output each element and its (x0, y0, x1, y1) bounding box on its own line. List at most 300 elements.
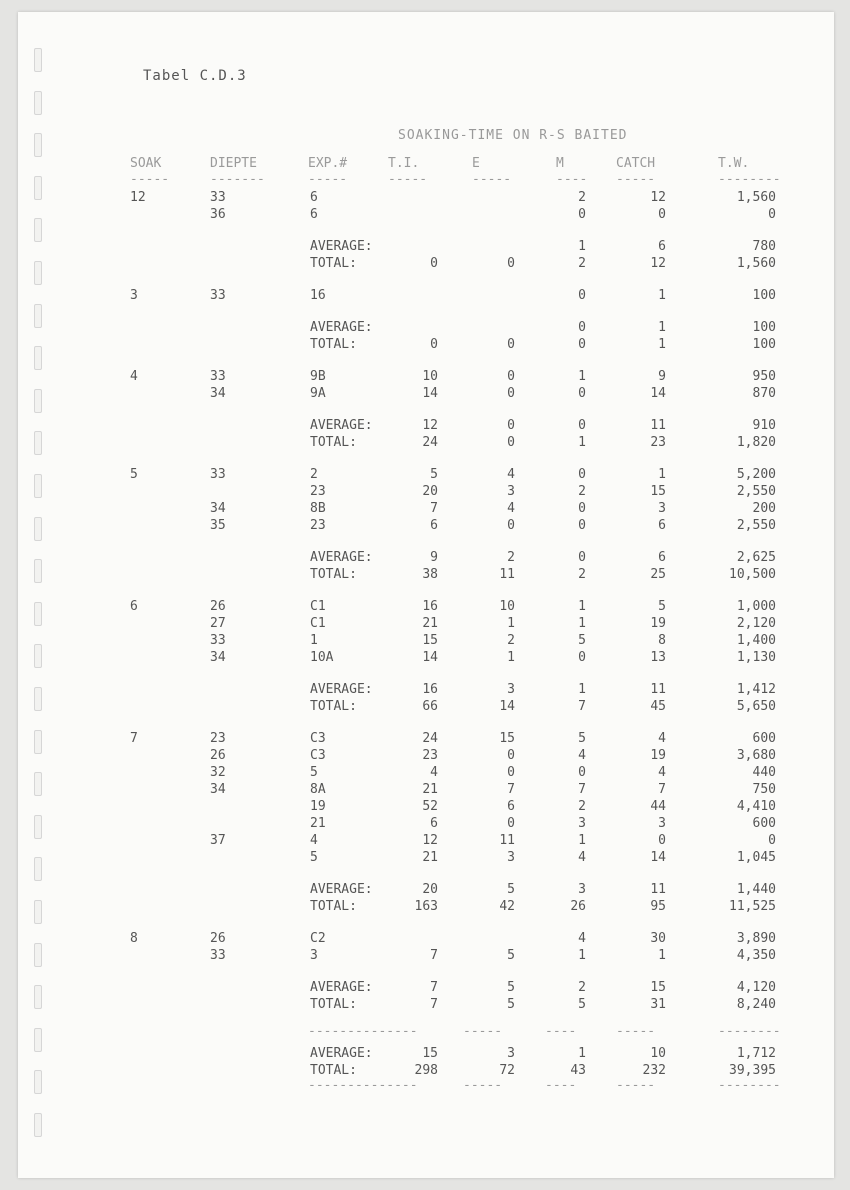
cell-exp: C3 (310, 731, 326, 746)
cell-tw: 39,395 (729, 1063, 776, 1078)
cell-ti: 16 (422, 599, 438, 614)
cell-exp: AVERAGE: (310, 682, 373, 697)
grand-total-separator-top: ----- (616, 1024, 656, 1039)
cell-exp: 6 (310, 190, 318, 205)
cell-e: 0 (507, 748, 515, 763)
cell-m: 1 (578, 682, 586, 697)
binding-hole (34, 304, 42, 328)
cell-exp: AVERAGE: (310, 882, 373, 897)
cell-tw: 1,412 (736, 682, 776, 697)
cell-soak: 3 (130, 288, 138, 303)
grand-total-separator-bottom: -------------- (308, 1078, 418, 1093)
cell-m: 2 (578, 799, 586, 814)
cell-catch: 12 (650, 256, 666, 271)
cell-diepte: 34 (210, 386, 226, 401)
cell-ti: 5 (430, 467, 438, 482)
cell-e: 72 (499, 1063, 515, 1078)
cell-m: 2 (578, 567, 586, 582)
cell-e: 1 (507, 650, 515, 665)
cell-tw: 440 (752, 765, 776, 780)
binding-hole (34, 772, 42, 796)
cell-tw: 0 (768, 207, 776, 222)
cell-ti: 52 (422, 799, 438, 814)
cell-m: 0 (578, 467, 586, 482)
cell-e: 5 (507, 997, 515, 1012)
cell-e: 3 (507, 850, 515, 865)
cell-ti: 16 (422, 682, 438, 697)
cell-m: 2 (578, 484, 586, 499)
cell-m: 1 (578, 599, 586, 614)
cell-ti: 7 (430, 948, 438, 963)
cell-e: 4 (507, 467, 515, 482)
cell-e: 2 (507, 633, 515, 648)
cell-exp: 19 (310, 799, 326, 814)
cell-e: 5 (507, 980, 515, 995)
cell-ti: 7 (430, 997, 438, 1012)
cell-exp: 1 (310, 633, 318, 648)
column-header-e: E (472, 156, 480, 171)
cell-catch: 8 (658, 633, 666, 648)
cell-catch: 31 (650, 997, 666, 1012)
binding-hole (34, 517, 42, 541)
cell-m: 0 (578, 386, 586, 401)
grand-total-separator-top: -------------- (308, 1024, 418, 1039)
cell-ti: 15 (422, 633, 438, 648)
table-title: SOAKING-TIME ON R-S BAITED (398, 128, 628, 143)
cell-tw: 1,560 (736, 190, 776, 205)
cell-e: 0 (507, 435, 515, 450)
cell-catch: 30 (650, 931, 666, 946)
cell-e: 11 (499, 833, 515, 848)
cell-catch: 10 (650, 1046, 666, 1061)
cell-ti: 20 (422, 882, 438, 897)
cell-ti: 0 (430, 256, 438, 271)
cell-diepte: 33 (210, 633, 226, 648)
cell-e: 6 (507, 799, 515, 814)
cell-catch: 6 (658, 550, 666, 565)
cell-e: 0 (507, 369, 515, 384)
cell-tw: 8,240 (736, 997, 776, 1012)
cell-exp: TOTAL: (310, 699, 357, 714)
cell-m: 2 (578, 980, 586, 995)
cell-exp: TOTAL: (310, 899, 357, 914)
binding-hole (34, 943, 42, 967)
cell-m: 1 (578, 616, 586, 631)
binding-hole (34, 431, 42, 455)
cell-catch: 3 (658, 816, 666, 831)
binding-hole (34, 1028, 42, 1052)
cell-diepte: 37 (210, 833, 226, 848)
cell-exp: C1 (310, 616, 326, 631)
cell-ti: 24 (422, 435, 438, 450)
header-underline: ----- (616, 172, 656, 187)
binding-hole (34, 1070, 42, 1094)
cell-catch: 232 (642, 1063, 666, 1078)
cell-e: 3 (507, 1046, 515, 1061)
cell-ti: 14 (422, 650, 438, 665)
cell-tw: 5,200 (736, 467, 776, 482)
cell-catch: 6 (658, 518, 666, 533)
cell-catch: 45 (650, 699, 666, 714)
cell-ti: 12 (422, 833, 438, 848)
cell-m: 7 (578, 782, 586, 797)
cell-e: 1 (507, 616, 515, 631)
grand-total-separator-bottom: ----- (616, 1078, 656, 1093)
column-header-soak: SOAK (130, 156, 162, 171)
cell-exp: AVERAGE: (310, 980, 373, 995)
cell-tw: 870 (752, 386, 776, 401)
binding-hole (34, 346, 42, 370)
binding-hole (34, 985, 42, 1009)
cell-diepte: 26 (210, 599, 226, 614)
cell-m: 0 (578, 650, 586, 665)
cell-exp: 8A (310, 782, 326, 797)
cell-m: 0 (578, 550, 586, 565)
cell-e: 42 (499, 899, 515, 914)
cell-tw: 1,820 (736, 435, 776, 450)
cell-ti: 10 (422, 369, 438, 384)
cell-tw: 1,560 (736, 256, 776, 271)
cell-tw: 2,550 (736, 518, 776, 533)
cell-catch: 12 (650, 190, 666, 205)
column-header-ti: T.I. (388, 156, 420, 171)
cell-exp: 5 (310, 765, 318, 780)
cell-catch: 11 (650, 418, 666, 433)
binding-hole (34, 857, 42, 881)
cell-exp: C3 (310, 748, 326, 763)
binding-hole (34, 91, 42, 115)
cell-e: 3 (507, 484, 515, 499)
cell-e: 2 (507, 550, 515, 565)
cell-ti: 20 (422, 484, 438, 499)
cell-exp: 8B (310, 501, 326, 516)
cell-ti: 23 (422, 748, 438, 763)
cell-ti: 7 (430, 501, 438, 516)
cell-catch: 15 (650, 484, 666, 499)
cell-exp: 9A (310, 386, 326, 401)
binding-hole (34, 176, 42, 200)
cell-m: 0 (578, 320, 586, 335)
cell-diepte: 33 (210, 288, 226, 303)
cell-ti: 66 (422, 699, 438, 714)
binding-hole (34, 602, 42, 626)
cell-e: 11 (499, 567, 515, 582)
cell-catch: 0 (658, 207, 666, 222)
cell-diepte: 23 (210, 731, 226, 746)
cell-exp: TOTAL: (310, 1063, 357, 1078)
cell-tw: 750 (752, 782, 776, 797)
cell-catch: 4 (658, 765, 666, 780)
grand-total-separator-bottom: -------- (718, 1078, 781, 1093)
cell-catch: 23 (650, 435, 666, 450)
header-underline: -------- (718, 172, 781, 187)
document-title: Tabel C.D.3 (143, 68, 247, 84)
cell-exp: 21 (310, 816, 326, 831)
cell-ti: 9 (430, 550, 438, 565)
cell-e: 0 (507, 418, 515, 433)
cell-m: 0 (578, 765, 586, 780)
grand-total-separator-top: ----- (463, 1024, 503, 1039)
cell-e: 5 (507, 948, 515, 963)
cell-e: 15 (499, 731, 515, 746)
cell-m: 0 (578, 288, 586, 303)
cell-diepte: 33 (210, 948, 226, 963)
cell-tw: 4,350 (736, 948, 776, 963)
cell-soak: 8 (130, 931, 138, 946)
cell-m: 1 (578, 239, 586, 254)
cell-tw: 100 (752, 288, 776, 303)
cell-exp: 23 (310, 484, 326, 499)
header-underline: ----- (388, 172, 428, 187)
cell-tw: 100 (752, 337, 776, 352)
document-page (18, 12, 834, 1178)
grand-total-separator-top: ---- (545, 1024, 577, 1039)
cell-m: 0 (578, 418, 586, 433)
cell-ti: 38 (422, 567, 438, 582)
cell-tw: 4,120 (736, 980, 776, 995)
header-underline: ----- (130, 172, 170, 187)
cell-m: 3 (578, 816, 586, 831)
cell-ti: 21 (422, 850, 438, 865)
cell-m: 1 (578, 435, 586, 450)
grand-total-separator-bottom: ---- (545, 1078, 577, 1093)
cell-ti: 14 (422, 386, 438, 401)
cell-tw: 780 (752, 239, 776, 254)
binding-hole (34, 133, 42, 157)
binding-hole (34, 559, 42, 583)
cell-exp: C1 (310, 599, 326, 614)
cell-tw: 100 (752, 320, 776, 335)
cell-diepte: 34 (210, 501, 226, 516)
cell-m: 0 (578, 337, 586, 352)
header-underline: ------- (210, 172, 265, 187)
cell-ti: 298 (414, 1063, 438, 1078)
cell-catch: 0 (658, 833, 666, 848)
cell-ti: 0 (430, 337, 438, 352)
cell-soak: 5 (130, 467, 138, 482)
binding-hole (34, 1113, 42, 1137)
cell-exp: TOTAL: (310, 997, 357, 1012)
cell-m: 43 (570, 1063, 586, 1078)
cell-e: 10 (499, 599, 515, 614)
cell-diepte: 26 (210, 931, 226, 946)
cell-catch: 11 (650, 882, 666, 897)
binding-hole (34, 474, 42, 498)
cell-catch: 15 (650, 980, 666, 995)
binding-hole (34, 687, 42, 711)
binding-hole (34, 644, 42, 668)
cell-catch: 6 (658, 239, 666, 254)
cell-e: 0 (507, 386, 515, 401)
binding-hole (34, 815, 42, 839)
cell-m: 4 (578, 748, 586, 763)
cell-tw: 1,440 (736, 882, 776, 897)
cell-exp: AVERAGE: (310, 320, 373, 335)
cell-catch: 13 (650, 650, 666, 665)
cell-catch: 1 (658, 467, 666, 482)
cell-catch: 5 (658, 599, 666, 614)
cell-catch: 1 (658, 288, 666, 303)
cell-ti: 6 (430, 816, 438, 831)
cell-ti: 7 (430, 980, 438, 995)
cell-exp: 5 (310, 850, 318, 865)
column-header-m: M (556, 156, 564, 171)
cell-tw: 200 (752, 501, 776, 516)
cell-m: 26 (570, 899, 586, 914)
cell-m: 2 (578, 190, 586, 205)
cell-exp: 10A (310, 650, 334, 665)
cell-e: 0 (507, 816, 515, 831)
cell-tw: 1,400 (736, 633, 776, 648)
binding-hole (34, 218, 42, 242)
cell-catch: 1 (658, 948, 666, 963)
cell-m: 5 (578, 633, 586, 648)
cell-e: 0 (507, 256, 515, 271)
header-underline: ---- (556, 172, 588, 187)
cell-exp: AVERAGE: (310, 550, 373, 565)
cell-exp: 9B (310, 369, 326, 384)
cell-ti: 21 (422, 782, 438, 797)
cell-catch: 11 (650, 682, 666, 697)
cell-m: 4 (578, 850, 586, 865)
cell-exp: AVERAGE: (310, 418, 373, 433)
cell-exp: 2 (310, 467, 318, 482)
cell-exp: TOTAL: (310, 567, 357, 582)
cell-soak: 6 (130, 599, 138, 614)
cell-catch: 3 (658, 501, 666, 516)
binding-hole (34, 389, 42, 413)
cell-diepte: 33 (210, 369, 226, 384)
cell-tw: 3,890 (736, 931, 776, 946)
cell-m: 4 (578, 931, 586, 946)
column-header-exp: EXP.# (308, 156, 348, 171)
cell-exp: TOTAL: (310, 337, 357, 352)
cell-tw: 950 (752, 369, 776, 384)
cell-tw: 5,650 (736, 699, 776, 714)
cell-tw: 4,410 (736, 799, 776, 814)
cell-catch: 7 (658, 782, 666, 797)
cell-e: 3 (507, 682, 515, 697)
cell-ti: 15 (422, 1046, 438, 1061)
cell-tw: 600 (752, 731, 776, 746)
cell-tw: 910 (752, 418, 776, 433)
cell-catch: 19 (650, 616, 666, 631)
cell-exp: AVERAGE: (310, 239, 373, 254)
cell-catch: 4 (658, 731, 666, 746)
cell-e: 0 (507, 765, 515, 780)
binding-hole (34, 261, 42, 285)
cell-tw: 2,625 (736, 550, 776, 565)
cell-m: 0 (578, 518, 586, 533)
cell-soak: 4 (130, 369, 138, 384)
cell-tw: 10,500 (729, 567, 776, 582)
binding-hole (34, 48, 42, 72)
cell-ti: 21 (422, 616, 438, 631)
cell-exp: 4 (310, 833, 318, 848)
cell-m: 1 (578, 948, 586, 963)
cell-tw: 11,525 (729, 899, 776, 914)
cell-catch: 14 (650, 850, 666, 865)
cell-diepte: 34 (210, 782, 226, 797)
cell-m: 2 (578, 256, 586, 271)
cell-tw: 1,130 (736, 650, 776, 665)
cell-exp: 23 (310, 518, 326, 533)
cell-catch: 95 (650, 899, 666, 914)
cell-tw: 1,712 (736, 1046, 776, 1061)
column-header-catch: CATCH (616, 156, 656, 171)
column-header-tw: T.W. (718, 156, 750, 171)
cell-diepte: 35 (210, 518, 226, 533)
cell-exp: TOTAL: (310, 435, 357, 450)
grand-total-separator-top: -------- (718, 1024, 781, 1039)
cell-m: 3 (578, 882, 586, 897)
cell-tw: 600 (752, 816, 776, 831)
cell-diepte: 34 (210, 650, 226, 665)
binding-hole (34, 900, 42, 924)
cell-m: 1 (578, 1046, 586, 1061)
cell-ti: 12 (422, 418, 438, 433)
cell-e: 0 (507, 518, 515, 533)
cell-ti: 24 (422, 731, 438, 746)
cell-catch: 9 (658, 369, 666, 384)
cell-m: 0 (578, 207, 586, 222)
cell-diepte: 32 (210, 765, 226, 780)
cell-m: 1 (578, 833, 586, 848)
cell-catch: 19 (650, 748, 666, 763)
cell-ti: 6 (430, 518, 438, 533)
cell-diepte: 36 (210, 207, 226, 222)
cell-m: 1 (578, 369, 586, 384)
cell-diepte: 27 (210, 616, 226, 631)
cell-e: 7 (507, 782, 515, 797)
cell-exp: 6 (310, 207, 318, 222)
cell-tw: 3,680 (736, 748, 776, 763)
cell-catch: 44 (650, 799, 666, 814)
cell-e: 5 (507, 882, 515, 897)
cell-catch: 1 (658, 320, 666, 335)
header-underline: ----- (308, 172, 348, 187)
cell-m: 5 (578, 731, 586, 746)
cell-m: 5 (578, 997, 586, 1012)
cell-m: 0 (578, 501, 586, 516)
cell-m: 7 (578, 699, 586, 714)
header-underline: ----- (472, 172, 512, 187)
cell-e: 14 (499, 699, 515, 714)
cell-catch: 1 (658, 337, 666, 352)
cell-tw: 0 (768, 833, 776, 848)
cell-exp: TOTAL: (310, 256, 357, 271)
cell-ti: 163 (414, 899, 438, 914)
grand-total-separator-bottom: ----- (463, 1078, 503, 1093)
cell-exp: C2 (310, 931, 326, 946)
cell-exp: 16 (310, 288, 326, 303)
cell-tw: 2,550 (736, 484, 776, 499)
cell-catch: 25 (650, 567, 666, 582)
cell-tw: 1,045 (736, 850, 776, 865)
cell-catch: 14 (650, 386, 666, 401)
cell-exp: 3 (310, 948, 318, 963)
column-header-diepte: DIEPTE (210, 156, 257, 171)
cell-tw: 1,000 (736, 599, 776, 614)
cell-e: 0 (507, 337, 515, 352)
cell-diepte: 33 (210, 467, 226, 482)
binding-hole (34, 730, 42, 754)
cell-tw: 2,120 (736, 616, 776, 631)
cell-diepte: 33 (210, 190, 226, 205)
cell-e: 4 (507, 501, 515, 516)
cell-soak: 12 (130, 190, 146, 205)
cell-soak: 7 (130, 731, 138, 746)
